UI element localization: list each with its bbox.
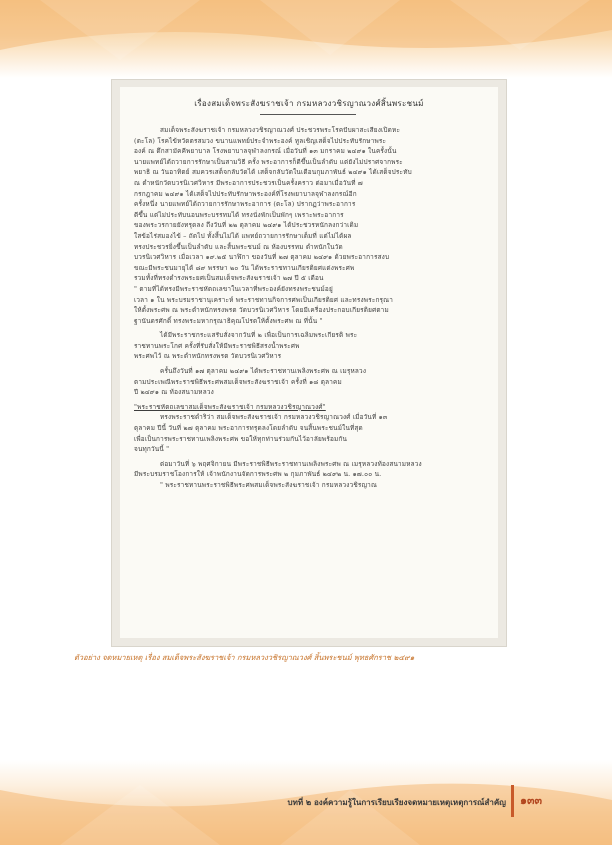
document-line: ต่อมาวันที่ ๖ พฤศจิกายน มีพระราชพิธีพระราชทานเพลิงพระศพ ณ เมรุหลวงท้องสนามหลวง xyxy=(160,459,422,468)
document-line: ได้มีพระราชกระแสรับสั่งจากวันที่ ๒ เพื่อเป็นการเฉลิมพระเกียรติ พระ xyxy=(160,331,358,340)
document-line: ดีขึ้น แต่ไม่ประทับนอนพระบรรทมได้ ทรงนั่งพักเป็นพักๆ เพราะพระอาการ xyxy=(134,210,344,219)
document-line: ครั้งหนึ่ง นายแพทย์ได้ถวายการรักษาพระอาการ (ตะโล) ปรากฏว่าพระอาการ xyxy=(134,200,356,209)
document-line: ตุลาคม ปีนี้ วันที่ ๒๗ ตุลาคม พระอาการทรุดลงโดยลำดับ จนสิ้นพระชนม์ในที่สุด xyxy=(134,424,363,433)
document-line: บวรนิเวศวิหาร เมื่อเวลา ๑๙.๒๕ นาฬิกา ของวันที่ ๒๗ ตุลาคม ๒๔๙๑ ด้วยพระอาการสงบ xyxy=(134,253,390,262)
document-line: ราชทานพระโกศ ครั้งที่รับสั่งให้มีพระราชพิธีสรงน้ำพระศพ xyxy=(134,341,300,350)
title-underline xyxy=(260,114,356,115)
chapter-footer: บทที่ ๒ องค์ความรู้ในการเรียบเรียงจดหมายเหตุเหตุการณ์สำคัญ xyxy=(287,798,506,807)
document-paper xyxy=(120,87,498,638)
document-line: " พระราชทานพระราชพิธีพระศพสมเด็จพระสังฆราชเจ้า กรมหลวงวชิรญาณ xyxy=(160,481,378,489)
document-line: ทรงพระราชดำริว่า สมเด็จพระสังฆราชเจ้า กรมหลวงวชิรญาณวงศ์ เมื่อวันที่ ๑๓ xyxy=(160,413,388,422)
document-line: ครั้นถึงวันที่ ๑๗ ตุลาคม ๒๔๙๑ ได้พระราชทานเพลิงพระศพ ณ เมรุหลวง xyxy=(160,367,367,376)
document-line: พยาธิ ณ วันอาทิตย์ สมควรเสด็จกลับวัดได้ เสด็จกลับวัดในเดือนกุมภาพันธ์ ๒๔๙๑ ได้เสด็จประทับ xyxy=(134,168,412,177)
document-line: สมเด็จพระสังฆราชเจ้า กรมหลวงวชิรญาณวงศ์ ประชวรพระโรคปับผาสะเสียงเปิดหะ xyxy=(160,126,401,134)
archive-document-image xyxy=(112,80,506,646)
top-decorative-band xyxy=(0,0,612,78)
document-line: รวมทั้งที่ทรงดำรงพระยศเป็นสมเด็จพระสังฆราชเจ้า ๒๗ ปี ๕ เดือน xyxy=(134,274,324,283)
document-line: ให้ตั้งพระศพ ณ พระตำหนักทรงพรต วัดบวรนิเวศวิหาร โดยมีเครื่องประกอบเกียรติยศตาม xyxy=(134,306,389,315)
document-line: ณ ตำหนักวัดบวรนิเวศวิหาร มีพระอาการประชวรเป็นครั้งคราว ต่อมาเมื่อวันที่ ๗ xyxy=(134,178,363,187)
document-line: ปี ๒๔๙๑ ณ ท้องสนามหลวง xyxy=(134,388,214,397)
document-line: ของพระวรกายยังทรุดลง ถึงวันที่ ๒๒ ตุลาคม ๒๔๙๑ ได้ประชวรหนักลงกว่าเดิม xyxy=(134,221,359,230)
document-title: เรื่องสมเด็จพระสังฆราชเจ้า กรมหลวงวชิรญาณวงศ์สิ้นพระชนม์ xyxy=(194,99,424,108)
document-line: ฐานันดรศักดิ์ ทรงพระมหากรุณาธิคุณโปรดให้ตั้งพระศพ ณ ที่นั้น " xyxy=(134,316,323,325)
figure-caption: ตัวอย่าง จดหมายเหตุ เรื่อง สมเด็จพระสังฆราชเจ้า กรมหลวงวชิรญาณวงศ์ สิ้นพระชนม์ พุทธศักราช ๒๔๙๑ xyxy=(74,653,415,662)
document-line: กรกฎาคม ๒๔๙๑ ได้เสด็จไปประทับรักษาพระองค์ที่โรงพยาบาลจุฬาลงกรณ์อีก xyxy=(134,189,357,198)
document-line: ทรงประชวรยิ่งขึ้นเป็นลำดับ และสิ้นพระชนม์ ณ ห้องบรรทม ตำหนักในวัด xyxy=(134,242,343,251)
page-number: ๑๓๓ xyxy=(520,794,543,807)
document-line: ใสข้อไร่สมองไข้ – ถัดไป ทั้งสิ้นไม่ได้ แพทย์ถวายการรักษาเต็มที่ แต่ไม่ได้ผล xyxy=(134,231,352,240)
footer-divider xyxy=(511,785,514,817)
subheading-text: "พระราชหัตถเลขาสมเด็จพระสังฆราชเจ้า กรมหลวงวชิรญาณวงศ์" xyxy=(134,402,326,411)
document-line: ตามประเพณีพระราชพิธีพระศพสมเด็จพระสังฆราชเจ้า ครั้งที่ ๑๘ ตุลาคม xyxy=(134,377,342,386)
document-line: จนทุกวันนี้ " xyxy=(134,445,170,454)
document-subheading xyxy=(134,402,484,413)
document-line: มีพระบรมราชโองการให้ เจ้าพนักงานจัดการพระศพ ๒ กุมภาพันธ์ ๒๔๙๒ น. ๑๗.๐๐ น. xyxy=(134,470,382,479)
document-line: เพื่อเป็นการพระราชทานเพลิงพระศพ ขอให้ทุกท่านร่วมกันไว้อาลัยพร้อมกัน xyxy=(134,434,348,443)
document-line: " ตามที่ได้ทรงมีพระราชหัตถเลขาในเวลาที่พระองค์ยังทรงพระชนม์อยู่ xyxy=(134,284,333,293)
document-body xyxy=(134,125,484,491)
top-wave-pattern xyxy=(0,0,612,78)
document-line: องค์ ณ ตึกสามัคคีพยาบาล โรงพยาบาลจุฬาลงกรณ์ เมื่อวันที่ ๑๓ มกราคม ๒๔๙๑ ในครั้งนั้น xyxy=(134,147,397,156)
document-line: (ตะโล) โรคไข้หวัดตรสมวง ขนานแพทย์ประจำพระองค์ ทูลเชิญเสด็จไปประทับรักษาพระ xyxy=(134,136,387,145)
document-line: พระศพไว้ ณ พระตำหนักทรงพรต วัดบวรนิเวศวิหาร xyxy=(134,352,282,361)
document-line: เวลา ๑ ใน พระบรมราชานุเคราะห์ พระราชทานกิจการศพเป็นเกียรติยศ และทรงพระกรุณา xyxy=(134,295,394,304)
document-line: ขณะมีพระชนมายุได้ ๘๙ พรรษา ๒๐ วัน ได้พระราชทานเกียรติยศแต่งพระศพ xyxy=(134,263,355,272)
document-line: นายแพทย์ได้ถวายการรักษาเป็นสามวิธี ครั้ง พระอาการก็ดีขึ้นเป็นลำดับ แต่ยังไม่ปราศจากพระ xyxy=(134,157,403,166)
